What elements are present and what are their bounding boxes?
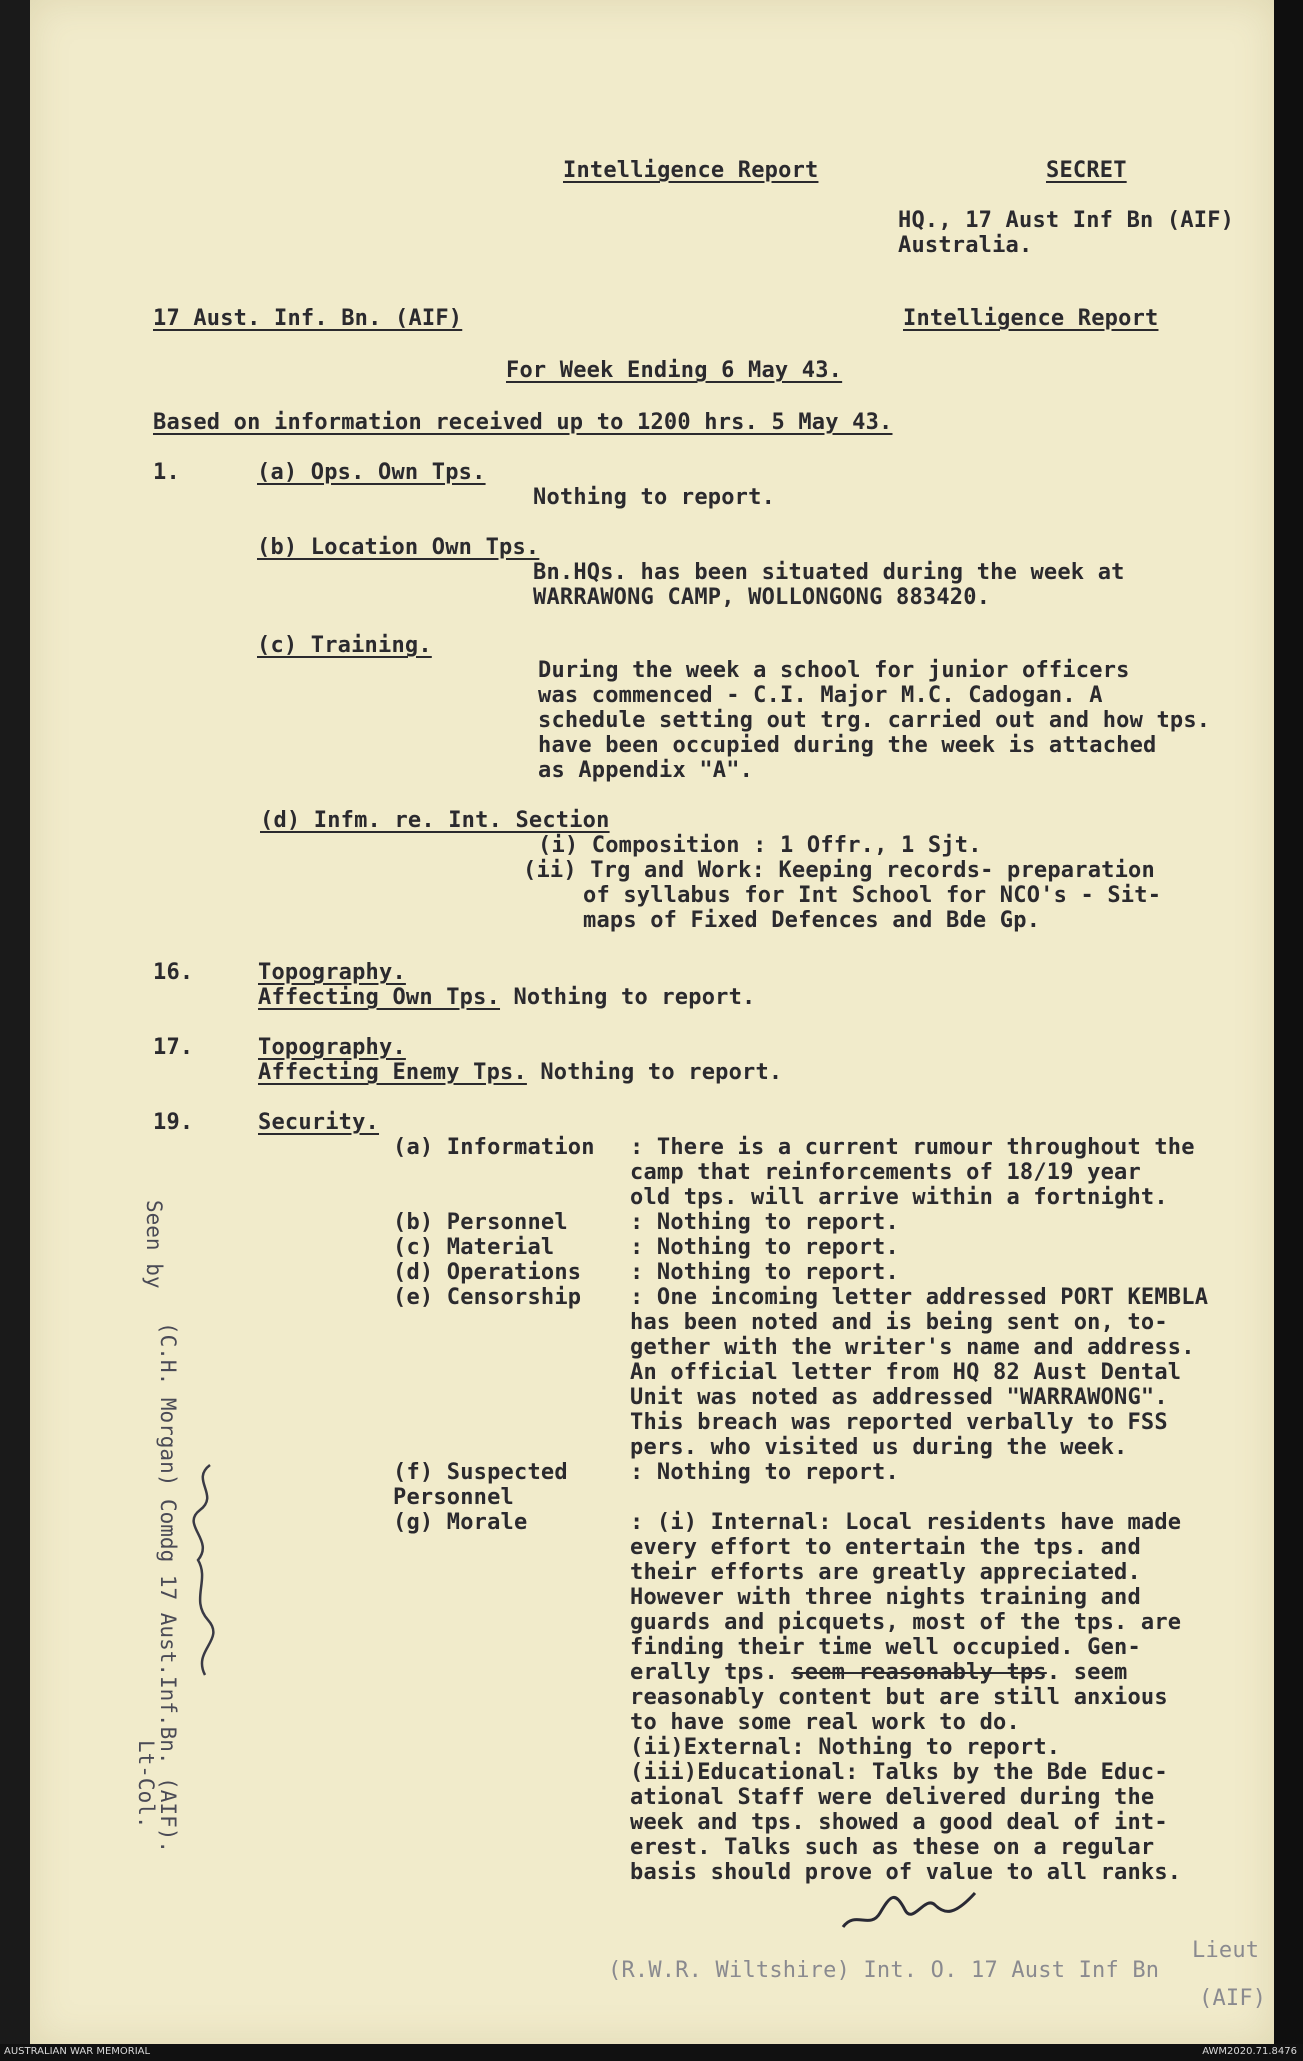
section-19a-label: (a) Information — [393, 1135, 595, 1160]
section-19d-label: (d) Operations — [393, 1260, 582, 1285]
section-19c-label: (c) Material — [393, 1235, 555, 1260]
unit-name: 17 Aust. Inf. Bn. (AIF) — [153, 306, 463, 331]
section-19-number: 19. — [153, 1110, 194, 1135]
section-16-line: Affecting Own Tps. Nothing to report. — [258, 985, 756, 1010]
section-19c-text: : Nothing to report. — [630, 1235, 899, 1260]
struck-text: seem reasonably tps — [791, 1660, 1047, 1685]
officer-unit: (AIF) — [1199, 1986, 1267, 2011]
section-1d-label: (d) Infm. re. Int. Section — [260, 808, 610, 833]
section-19f-label: (f) Suspected Personnel — [393, 1460, 568, 1510]
section-19d-text: : Nothing to report. — [630, 1260, 899, 1285]
officer-rank: Lieut — [1192, 1938, 1260, 1963]
officer-name: (R.W.R. Wiltshire) Int. O. 17 Aust Inf Bn — [608, 1958, 1160, 1983]
section-19-label: Security. — [258, 1110, 380, 1135]
section-19g-label: (g) Morale — [393, 1510, 528, 1535]
footer-institution: AUSTRALIAN WAR MEMORIAL — [4, 2046, 151, 2057]
section-19g-text: : (i) Internal: Local residents have made every effort to entertain the tps. and their efforts are greatly appreciated. However with three nights training and guards and picquets, most of the tps. are finding their time well occupied. Gen- erally tps. seem reasonably tps. seem reasonably content but are still anxious to have some real work to do. (ii)External: Nothing to report. (iii)Educational: Talks by the Bde Educ- ational Staff were delivered during the week and tps. showed a good deal of int- erest. Talks such as these on a regular basis should prove of value to all ranks. — [630, 1510, 1182, 1885]
week-ending: For Week Ending 6 May 43. — [506, 358, 843, 383]
section-19b-text: : Nothing to report. — [630, 1210, 899, 1235]
section-1c-label: (c) Training. — [257, 633, 432, 658]
hq-line-1: HQ., 17 Aust Inf Bn (AIF) — [898, 208, 1235, 233]
section-16-label: Topography. — [258, 960, 406, 985]
section-1-number: 1. — [153, 460, 180, 485]
report-title: Intelligence Report — [563, 158, 819, 183]
archive-footer — [0, 2044, 1303, 2061]
section-1c-text: During the week a school for junior officers was commenced - C.I. Major M.C. Cadogan. A schedule setting out trg. carried out and how tps. have been occupied during the week is attached as Appendix "A". — [538, 658, 1211, 783]
margin-commander-name: (C.H. Morgan) Comdg 17 Aust.Inf.Bn. (AIF). — [156, 1322, 180, 1854]
section-19a-text: : There is a current rumour throughout the camp that reinforcements of 18/19 year old tps. will arrive within a fortnight. — [630, 1135, 1195, 1210]
section-19f-text: : Nothing to report. — [630, 1460, 899, 1485]
based-on-line: Based on information received up to 1200 hrs. 5 May 43. — [153, 410, 893, 435]
section-17-number: 17. — [153, 1035, 194, 1060]
section-1a-label: (a) Ops. Own Tps. — [257, 460, 486, 485]
footer-accession-number: AWM2020.71.8476 — [1202, 2046, 1297, 2057]
page-edge-shadow — [1274, 0, 1303, 2044]
section-17-label: Topography. — [258, 1035, 406, 1060]
margin-rank: Lt-Col. — [134, 1740, 158, 1829]
section-1a-text: Nothing to report. — [533, 485, 776, 510]
officer-signature-icon — [835, 1875, 985, 1945]
report-label: Intelligence Report — [903, 306, 1159, 331]
section-1d-ii: (ii) Trg and Work: Keeping records- preparation of syllabus for Int School for NCO's - Sit- maps of Fixed Defences and Bde Gp. — [523, 858, 1162, 933]
section-1b-label: (b) Location Own Tps. — [257, 535, 540, 560]
section-16-number: 16. — [153, 960, 194, 985]
section-19e-text: : One incoming letter addressed PORT KEMBLA has been noted and is being sent on, to- gether with the writer's name and address. An official letter from HQ 82 Aust Dental Unit was noted as addressed "WARRAWONG". This breach was reported verbally to FSS pers. who visited us during the week. — [630, 1285, 1209, 1460]
classification-label: SECRET — [1046, 158, 1127, 183]
section-17-line: Affecting Enemy Tps. Nothing to report. — [258, 1060, 783, 1085]
commander-signature-icon — [180, 1460, 230, 1680]
section-1b-text: Bn.HQs. has been situated during the week at WARRAWONG CAMP, WOLLONGONG 883420. — [533, 560, 1125, 610]
section-19b-label: (b) Personnel — [393, 1210, 568, 1235]
hq-line-2: Australia. — [898, 233, 1033, 258]
struck-line: erally tps. seem reasonably tps. seem — [630, 1660, 1128, 1685]
section-1d-i: (i) Composition : 1 Offr., 1 Sjt. — [538, 833, 982, 858]
section-19e-label: (e) Censorship — [393, 1285, 582, 1310]
margin-seen-by: Seen by — [142, 1200, 166, 1289]
